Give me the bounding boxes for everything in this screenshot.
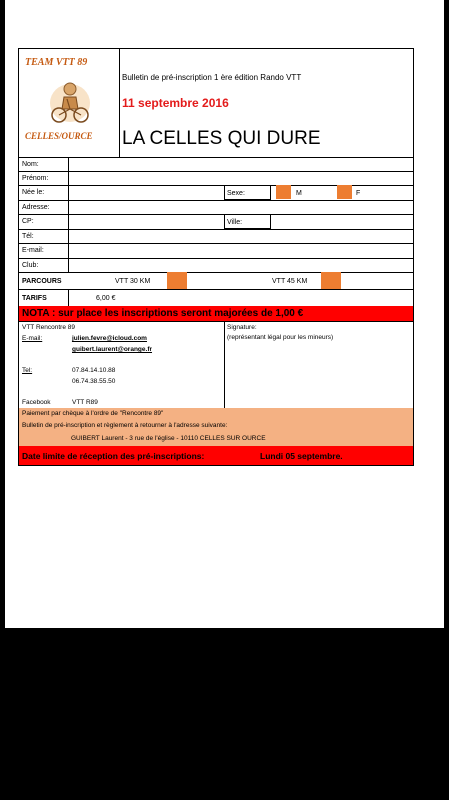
ville-field[interactable] bbox=[271, 214, 413, 229]
event-date: 11 septembre 2016 bbox=[122, 96, 229, 110]
signature-note: (représentant légal pour les mineurs) bbox=[227, 334, 334, 341]
registration-form bbox=[18, 48, 414, 466]
payment-line-2: Bulletin de pré-inscription et règlement à retourner à l'adresse suivante: bbox=[22, 422, 228, 429]
label-sexe: Sexe: bbox=[227, 190, 245, 197]
contact-email-1[interactable]: julien.fevre@icloud.com bbox=[72, 335, 147, 342]
logo bbox=[19, 49, 119, 157]
signature-field[interactable] bbox=[225, 344, 413, 407]
label-prenom: Prénom: bbox=[22, 175, 49, 182]
signature-label: Signature: bbox=[227, 324, 257, 331]
logo-bottom-text: CELLES/OURCE bbox=[25, 131, 93, 141]
label-nom: Nom: bbox=[22, 161, 39, 168]
contact-email-2[interactable]: guibert.laurent@orange.fr bbox=[72, 346, 153, 353]
deadline-date: Lundi 05 septembre. bbox=[260, 451, 343, 461]
label-club: Club: bbox=[22, 262, 39, 269]
parcours-option-30km: VTT 30 KM bbox=[115, 278, 151, 285]
adresse-field[interactable] bbox=[69, 200, 413, 214]
event-title: LA CELLES QUI DURE bbox=[122, 128, 321, 149]
form-subtitle: Bulletin de pré-inscription 1 ère édition Rando VTT bbox=[122, 73, 302, 82]
email-field[interactable] bbox=[69, 243, 413, 258]
prenom-field[interactable] bbox=[69, 171, 413, 185]
label-sexe-f: F bbox=[356, 190, 361, 197]
contact-facebook-value[interactable]: VTT R89 bbox=[72, 399, 98, 406]
label-ville: Ville: bbox=[227, 219, 243, 226]
contact-org: VTT Rencontre 89 bbox=[22, 324, 75, 331]
tarif-value: 6,00 € bbox=[96, 295, 116, 302]
label-cp: CP: bbox=[22, 218, 34, 225]
payment-line-1: Paiement par chèque à l'ordre de "Rencontre 89" bbox=[22, 410, 164, 417]
parcours-option-45km: VTT 45 KM bbox=[272, 278, 308, 285]
parcours-30km-checkbox[interactable] bbox=[167, 272, 187, 289]
label-email: E-mail: bbox=[22, 247, 44, 254]
label-sexe-m: M bbox=[296, 190, 302, 197]
club-field[interactable] bbox=[69, 258, 413, 272]
nota-text: NOTA : sur place les inscriptions seront majorées de 1,00 € bbox=[22, 308, 304, 319]
sexe-m-checkbox[interactable] bbox=[276, 185, 291, 199]
contact-tel-1: 07.84.14.10.88 bbox=[72, 367, 116, 374]
logo-top-text: TEAM VTT 89 bbox=[25, 57, 88, 68]
nom-field[interactable] bbox=[69, 157, 413, 171]
deadline-text: Date limite de réception des pré-inscriptions: bbox=[22, 451, 205, 461]
label-tarifs: TARIFS bbox=[22, 295, 47, 302]
label-adresse: Adresse: bbox=[22, 204, 50, 211]
cp-field[interactable] bbox=[69, 214, 224, 229]
document-page bbox=[5, 0, 444, 628]
label-nee-le: Née le: bbox=[22, 189, 45, 196]
label-tel: Tél: bbox=[22, 233, 34, 240]
birthdate-field[interactable] bbox=[69, 185, 224, 200]
tel-field[interactable] bbox=[69, 229, 413, 243]
parcours-45km-checkbox[interactable] bbox=[321, 272, 341, 289]
label-parcours: PARCOURS bbox=[22, 278, 62, 285]
cyclist-icon bbox=[45, 75, 95, 127]
payment-address: GUIBERT Laurent - 3 rue de l'église - 10110 CELLES SUR OURCE bbox=[71, 435, 266, 442]
contact-facebook-label: Facebook bbox=[22, 399, 51, 406]
sexe-f-checkbox[interactable] bbox=[337, 185, 352, 199]
contact-tel-label: Tel: bbox=[22, 367, 33, 374]
contact-email-label: E-mail: bbox=[22, 335, 43, 342]
contact-tel-2: 06.74.38.55.50 bbox=[72, 378, 116, 385]
